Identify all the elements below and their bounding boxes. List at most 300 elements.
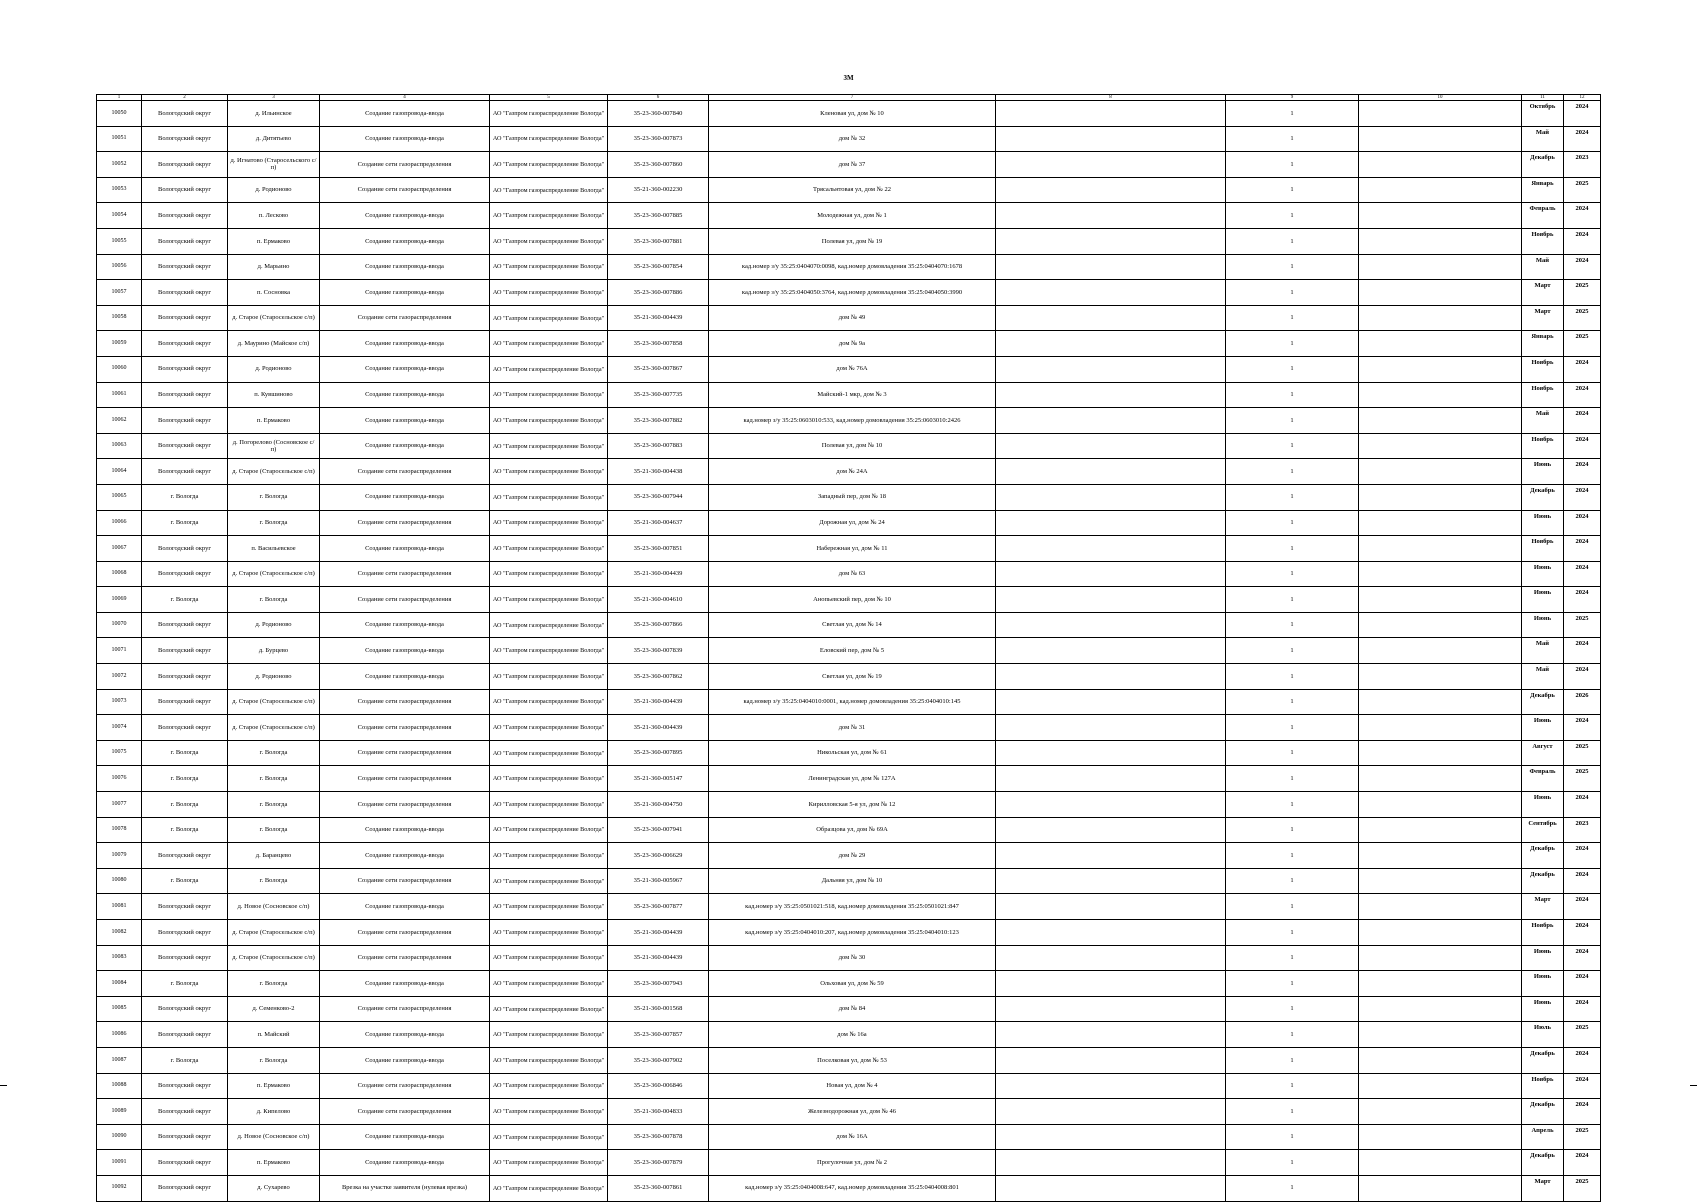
locality-cell: п. Васильевское [228,536,320,562]
work-type-cell: Создание сети газораспределения [320,868,490,894]
code-cell: 35-23-360-006629 [608,843,709,869]
month-cell: Декабрь [1522,1150,1564,1176]
organization-cell: АО "Газпром газораспределение Вологда" [490,228,608,254]
address-cell: Анопьевский пер, дом № 10 [709,587,996,613]
empty-cell [996,101,1226,127]
row-number: 10084 [97,971,142,997]
work-type-cell: Создание сети газораспределения [320,1099,490,1125]
year-cell: 2024 [1564,126,1601,152]
work-type-cell: Создание газопровода-ввода [320,1124,490,1150]
code-cell: 35-23-360-007943 [608,971,709,997]
month-cell: Март [1522,894,1564,920]
work-type-cell: Создание газопровода-ввода [320,203,490,229]
quantity-cell: 1 [1226,740,1359,766]
year-cell: 2024 [1564,792,1601,818]
empty-cell [996,356,1226,382]
row-number: 10075 [97,740,142,766]
month-cell: Январь [1522,177,1564,203]
year-cell: 2024 [1564,587,1601,613]
district-cell: Вологодский округ [142,305,228,331]
work-type-cell: Создание сети газораспределения [320,945,490,971]
quantity-cell: 1 [1226,920,1359,946]
empty-cell [996,1073,1226,1099]
row-number: 10076 [97,766,142,792]
empty-cell [996,920,1226,946]
address-cell: дом № 16А [709,1124,996,1150]
year-cell: 2025 [1564,766,1601,792]
organization-cell: АО "Газпром газораспределение Вологда" [490,587,608,613]
locality-cell: г. Вологда [228,792,320,818]
row-number: 10052 [97,152,142,178]
month-cell: Июнь [1522,510,1564,536]
year-cell: 2024 [1564,433,1601,459]
empty-cell [996,408,1226,434]
month-cell: Июнь [1522,971,1564,997]
code-cell: 35-21-360-005147 [608,766,709,792]
empty-cell [996,126,1226,152]
empty-cell [1359,280,1522,306]
work-type-cell: Создание сети газораспределения [320,177,490,203]
column-number: 10 [1359,95,1522,101]
district-cell: Вологодский округ [142,177,228,203]
district-cell: Вологодский округ [142,331,228,357]
organization-cell: АО "Газпром газораспределение Вологда" [490,996,608,1022]
code-cell: 35-21-360-004439 [608,305,709,331]
organization-cell: АО "Газпром газораспределение Вологда" [490,101,608,127]
work-type-cell: Создание газопровода-ввода [320,280,490,306]
locality-cell: г. Вологда [228,740,320,766]
empty-cell [1359,843,1522,869]
organization-cell: АО "Газпром газораспределение Вологда" [490,305,608,331]
table-row [97,1175,1601,1201]
address-cell: Трясальнтовая ул, дом № 22 [709,177,996,203]
year-cell: 2024 [1564,638,1601,664]
address-cell: дом № 32 [709,126,996,152]
row-number: 10060 [97,356,142,382]
empty-cell [1359,715,1522,741]
code-cell: 35-21-360-002230 [608,177,709,203]
work-type-cell: Создание сети газораспределения [320,305,490,331]
code-cell: 35-21-360-004439 [608,561,709,587]
code-cell: 35-23-360-007944 [608,484,709,510]
row-number: 10090 [97,1124,142,1150]
month-cell: Декабрь [1522,1047,1564,1073]
empty-cell [996,254,1226,280]
month-cell: Декабрь [1522,689,1564,715]
address-cell: Кирилловская 5-я ул, дом № 12 [709,792,996,818]
empty-cell [1359,254,1522,280]
table-row [97,484,1601,510]
code-cell: 35-23-360-007858 [608,331,709,357]
empty-cell [1359,1175,1522,1201]
district-cell: Вологодский округ [142,433,228,459]
empty-cell [1359,664,1522,690]
quantity-cell: 1 [1226,1150,1359,1176]
table-row [97,945,1601,971]
locality-cell: г. Вологда [228,868,320,894]
empty-cell [1359,459,1522,485]
address-cell: кад.номер з/у 35:25:0404010:207, кад.номер домовладения 35:25:0404010:123 [709,920,996,946]
table-row [97,408,1601,434]
empty-cell [996,612,1226,638]
address-cell: дом № 63 [709,561,996,587]
month-cell: Февраль [1522,766,1564,792]
month-cell: Июнь [1522,561,1564,587]
address-cell: Дальняя ул, дом № 10 [709,868,996,894]
quantity-cell: 1 [1226,945,1359,971]
table-row [97,1124,1601,1150]
year-cell: 2025 [1564,1124,1601,1150]
quantity-cell: 1 [1226,561,1359,587]
month-cell: Август [1522,740,1564,766]
empty-cell [996,228,1226,254]
address-cell: дом № 49 [709,305,996,331]
address-cell: Образцова ул, дом № 69А [709,817,996,843]
empty-cell [1359,817,1522,843]
quantity-cell: 1 [1226,280,1359,306]
quantity-cell: 1 [1226,1047,1359,1073]
row-number: 10064 [97,459,142,485]
organization-cell: АО "Газпром газораспределение Вологда" [490,280,608,306]
address-cell: кад.номер з/у 35:25:0404070:0098, кад.номер домовладения 35:25:0404070:1678 [709,254,996,280]
empty-cell [996,203,1226,229]
code-cell: 35-23-360-007873 [608,126,709,152]
code-cell: 35-23-360-007902 [608,1047,709,1073]
month-cell: Май [1522,126,1564,152]
work-type-cell: Создание газопровода-ввода [320,126,490,152]
work-type-cell: Создание сети газораспределения [320,715,490,741]
organization-cell: АО "Газпром газораспределение Вологда" [490,638,608,664]
empty-cell [1359,356,1522,382]
address-cell: Прогулочная ул, дом № 2 [709,1150,996,1176]
work-type-cell: Создание сети газораспределения [320,152,490,178]
organization-cell: АО "Газпром газораспределение Вологда" [490,612,608,638]
row-number: 10063 [97,433,142,459]
empty-cell [996,843,1226,869]
address-cell: дом № 31 [709,715,996,741]
month-cell: Июнь [1522,715,1564,741]
month-cell: Ноябрь [1522,920,1564,946]
district-cell: Вологодский округ [142,459,228,485]
empty-cell [1359,689,1522,715]
locality-cell: г. Вологда [228,510,320,536]
district-cell: Вологодский округ [142,1175,228,1201]
empty-cell [996,484,1226,510]
organization-cell: АО "Газпром газораспределение Вологда" [490,510,608,536]
code-cell: 35-21-360-004750 [608,792,709,818]
empty-cell [1359,868,1522,894]
address-cell: Новая ул, дом № 4 [709,1073,996,1099]
code-cell: 35-23-360-007861 [608,1175,709,1201]
table-row [97,843,1601,869]
code-cell: 35-23-360-007885 [608,203,709,229]
locality-cell: п. Ермаково [228,408,320,434]
table-row [97,1022,1601,1048]
empty-cell [1359,1099,1522,1125]
empty-cell [996,689,1226,715]
column-number: 1 [97,95,142,101]
table-row [97,228,1601,254]
row-number: 10073 [97,689,142,715]
code-cell: 35-23-360-007881 [608,228,709,254]
row-number: 10072 [97,664,142,690]
work-type-cell: Создание сети газораспределения [320,1073,490,1099]
district-cell: Вологодский округ [142,1099,228,1125]
address-cell: дом № 37 [709,152,996,178]
month-cell: Сентябрь [1522,817,1564,843]
locality-cell: д. Ильинское [228,101,320,127]
year-cell: 2023 [1564,152,1601,178]
empty-cell [1359,484,1522,510]
code-cell: 35-23-360-007862 [608,664,709,690]
address-cell: Майский-1 мкр, дом № 3 [709,382,996,408]
organization-cell: АО "Газпром газораспределение Вологда" [490,1150,608,1176]
locality-cell: д. Бурцево [228,638,320,664]
code-cell: 35-21-360-004439 [608,920,709,946]
address-cell: дом № 9а [709,331,996,357]
work-type-cell: Создание газопровода-ввода [320,612,490,638]
row-number: 10061 [97,382,142,408]
work-type-cell: Создание газопровода-ввода [320,331,490,357]
locality-cell: г. Вологда [228,766,320,792]
row-number: 10092 [97,1175,142,1201]
address-cell: Молодежная ул, дом № 1 [709,203,996,229]
locality-cell: д. Старое (Старосельское с/п) [228,715,320,741]
locality-cell: п. Майский [228,1022,320,1048]
column-number: 11 [1522,95,1564,101]
quantity-cell: 1 [1226,1124,1359,1150]
row-number: 10053 [97,177,142,203]
empty-cell [996,868,1226,894]
quantity-cell: 1 [1226,126,1359,152]
quantity-cell: 1 [1226,484,1359,510]
district-cell: г. Вологда [142,868,228,894]
quantity-cell: 1 [1226,305,1359,331]
empty-cell [1359,1124,1522,1150]
row-number: 10054 [97,203,142,229]
quantity-cell: 1 [1226,868,1359,894]
year-cell: 2024 [1564,1073,1601,1099]
district-cell: г. Вологда [142,817,228,843]
locality-cell: д. Родионово [228,177,320,203]
month-cell: Октябрь [1522,101,1564,127]
organization-cell: АО "Газпром газораспределение Вологда" [490,254,608,280]
empty-cell [1359,177,1522,203]
organization-cell: АО "Газпром газораспределение Вологда" [490,920,608,946]
empty-cell [996,177,1226,203]
month-cell: Май [1522,408,1564,434]
row-number: 10079 [97,843,142,869]
district-cell: Вологодский округ [142,1150,228,1176]
organization-cell: АО "Газпром газораспределение Вологда" [490,843,608,869]
year-cell: 2024 [1564,996,1601,1022]
locality-cell: п. Лесково [228,203,320,229]
organization-cell: АО "Газпром газораспределение Вологда" [490,664,608,690]
empty-cell [996,638,1226,664]
quantity-cell: 1 [1226,356,1359,382]
district-cell: Вологодский округ [142,1124,228,1150]
row-number: 10051 [97,126,142,152]
district-cell: Вологодский округ [142,536,228,562]
address-cell: Западный пер, дом № 18 [709,484,996,510]
district-cell: г. Вологда [142,740,228,766]
empty-cell [996,1099,1226,1125]
table-row [97,382,1601,408]
month-cell: Январь [1522,331,1564,357]
district-cell: Вологодский округ [142,382,228,408]
table-row [97,126,1601,152]
work-type-cell: Создание газопровода-ввода [320,408,490,434]
month-cell: Март [1522,280,1564,306]
quantity-cell: 1 [1226,254,1359,280]
month-cell: Июнь [1522,945,1564,971]
empty-cell [1359,1150,1522,1176]
quantity-cell: 1 [1226,536,1359,562]
address-cell: Набережная ул, дом № 11 [709,536,996,562]
month-cell: Март [1522,305,1564,331]
table-row [97,792,1601,818]
empty-cell [996,510,1226,536]
year-cell: 2024 [1564,356,1601,382]
code-cell: 35-21-360-001568 [608,996,709,1022]
address-cell: Поселковая ул, дом № 53 [709,1047,996,1073]
work-type-cell: Создание газопровода-ввода [320,843,490,869]
code-cell: 35-23-360-007895 [608,740,709,766]
locality-cell: д. Новое (Сосновское с/п) [228,894,320,920]
empty-cell [996,766,1226,792]
district-cell: Вологодский округ [142,612,228,638]
quantity-cell: 1 [1226,996,1359,1022]
month-cell: Июнь [1522,792,1564,818]
column-number: 2 [142,95,228,101]
table-row [97,868,1601,894]
empty-cell [996,331,1226,357]
district-cell: Вологодский округ [142,1022,228,1048]
empty-cell [1359,101,1522,127]
code-cell: 35-23-360-007886 [608,280,709,306]
work-type-cell: Создание сети газораспределения [320,510,490,536]
month-cell: Декабрь [1522,843,1564,869]
empty-cell [1359,638,1522,664]
work-type-cell: Создание сети газораспределения [320,689,490,715]
work-type-cell: Создание сети газораспределения [320,920,490,946]
empty-cell [996,1047,1226,1073]
quantity-cell: 1 [1226,766,1359,792]
organization-cell: АО "Газпром газораспределение Вологда" [490,1124,608,1150]
quantity-cell: 1 [1226,664,1359,690]
district-cell: Вологодский округ [142,280,228,306]
work-type-cell: Создание газопровода-ввода [320,484,490,510]
empty-cell [1359,510,1522,536]
year-cell: 2024 [1564,1150,1601,1176]
year-cell: 2025 [1564,1175,1601,1201]
table-row [97,536,1601,562]
table-row [97,894,1601,920]
empty-cell [996,971,1226,997]
empty-cell [996,715,1226,741]
month-cell: Ноябрь [1522,1073,1564,1099]
empty-cell [1359,382,1522,408]
empty-cell [996,1175,1226,1201]
month-cell: Июнь [1522,459,1564,485]
code-cell: 35-23-360-007879 [608,1150,709,1176]
table-row [97,920,1601,946]
quantity-cell: 1 [1226,203,1359,229]
empty-cell [996,152,1226,178]
year-cell: 2024 [1564,101,1601,127]
organization-cell: АО "Газпром газораспределение Вологда" [490,817,608,843]
empty-cell [996,459,1226,485]
year-cell: 2024 [1564,459,1601,485]
district-cell: Вологодский округ [142,689,228,715]
empty-cell [1359,1047,1522,1073]
address-cell: кад.номер з/у 35:25:0404008:647, кад.номер домовладения 35:25:0404008:801 [709,1175,996,1201]
work-type-cell: Создание сети газораспределения [320,740,490,766]
work-type-cell: Создание сети газораспределения [320,996,490,1022]
address-cell: дом № 29 [709,843,996,869]
empty-cell [1359,126,1522,152]
table-row [97,177,1601,203]
empty-cell [1359,740,1522,766]
work-type-cell: Создание газопровода-ввода [320,433,490,459]
locality-cell: д. Новое (Сосновское с/п) [228,1124,320,1150]
code-cell: 35-21-360-004439 [608,715,709,741]
district-cell: Вологодский округ [142,101,228,127]
year-cell: 2025 [1564,612,1601,638]
table-row [97,356,1601,382]
row-number: 10088 [97,1073,142,1099]
row-number: 10071 [97,638,142,664]
table-row [97,459,1601,485]
quantity-cell: 1 [1226,971,1359,997]
row-number: 10083 [97,945,142,971]
locality-cell: г. Вологда [228,587,320,613]
organization-cell: АО "Газпром газораспределение Вологда" [490,331,608,357]
month-cell: Май [1522,664,1564,690]
locality-cell: д. Старое (Старосельское с/п) [228,459,320,485]
locality-cell: п. Кувшиново [228,382,320,408]
address-cell: дом № 24А [709,459,996,485]
organization-cell: АО "Газпром газораспределение Вологда" [490,433,608,459]
month-cell: Июль [1522,1022,1564,1048]
table-row [97,612,1601,638]
organization-cell: АО "Газпром газораспределение Вологда" [490,408,608,434]
address-cell: кад.номер з/у 35:25:0603010:533, кад.номер домовладения 35:25:0603010:2426 [709,408,996,434]
empty-cell [996,305,1226,331]
column-number: 3 [228,95,320,101]
table-row [97,996,1601,1022]
work-type-cell: Создание газопровода-ввода [320,1022,490,1048]
code-cell: 35-23-360-007839 [608,638,709,664]
year-cell: 2025 [1564,331,1601,357]
table-row [97,1099,1601,1125]
district-cell: Вологодский округ [142,152,228,178]
work-type-cell: Создание газопровода-ввода [320,1150,490,1176]
month-cell: Декабрь [1522,484,1564,510]
column-number: 7 [709,95,996,101]
work-type-cell: Создание сети газораспределения [320,561,490,587]
district-cell: Вологодский округ [142,203,228,229]
empty-cell [1359,1022,1522,1048]
locality-cell: г. Вологда [228,484,320,510]
organization-cell: АО "Газпром газораспределение Вологда" [490,792,608,818]
address-cell: кад.номер з/у 35:25:0404050:3764, кад.номер домовладения 35:25:0404050:3990 [709,280,996,306]
empty-cell [1359,228,1522,254]
table-row [97,689,1601,715]
locality-cell: д. Дитятьево [228,126,320,152]
quantity-cell: 1 [1226,843,1359,869]
locality-cell: п. Ермаково [228,1150,320,1176]
